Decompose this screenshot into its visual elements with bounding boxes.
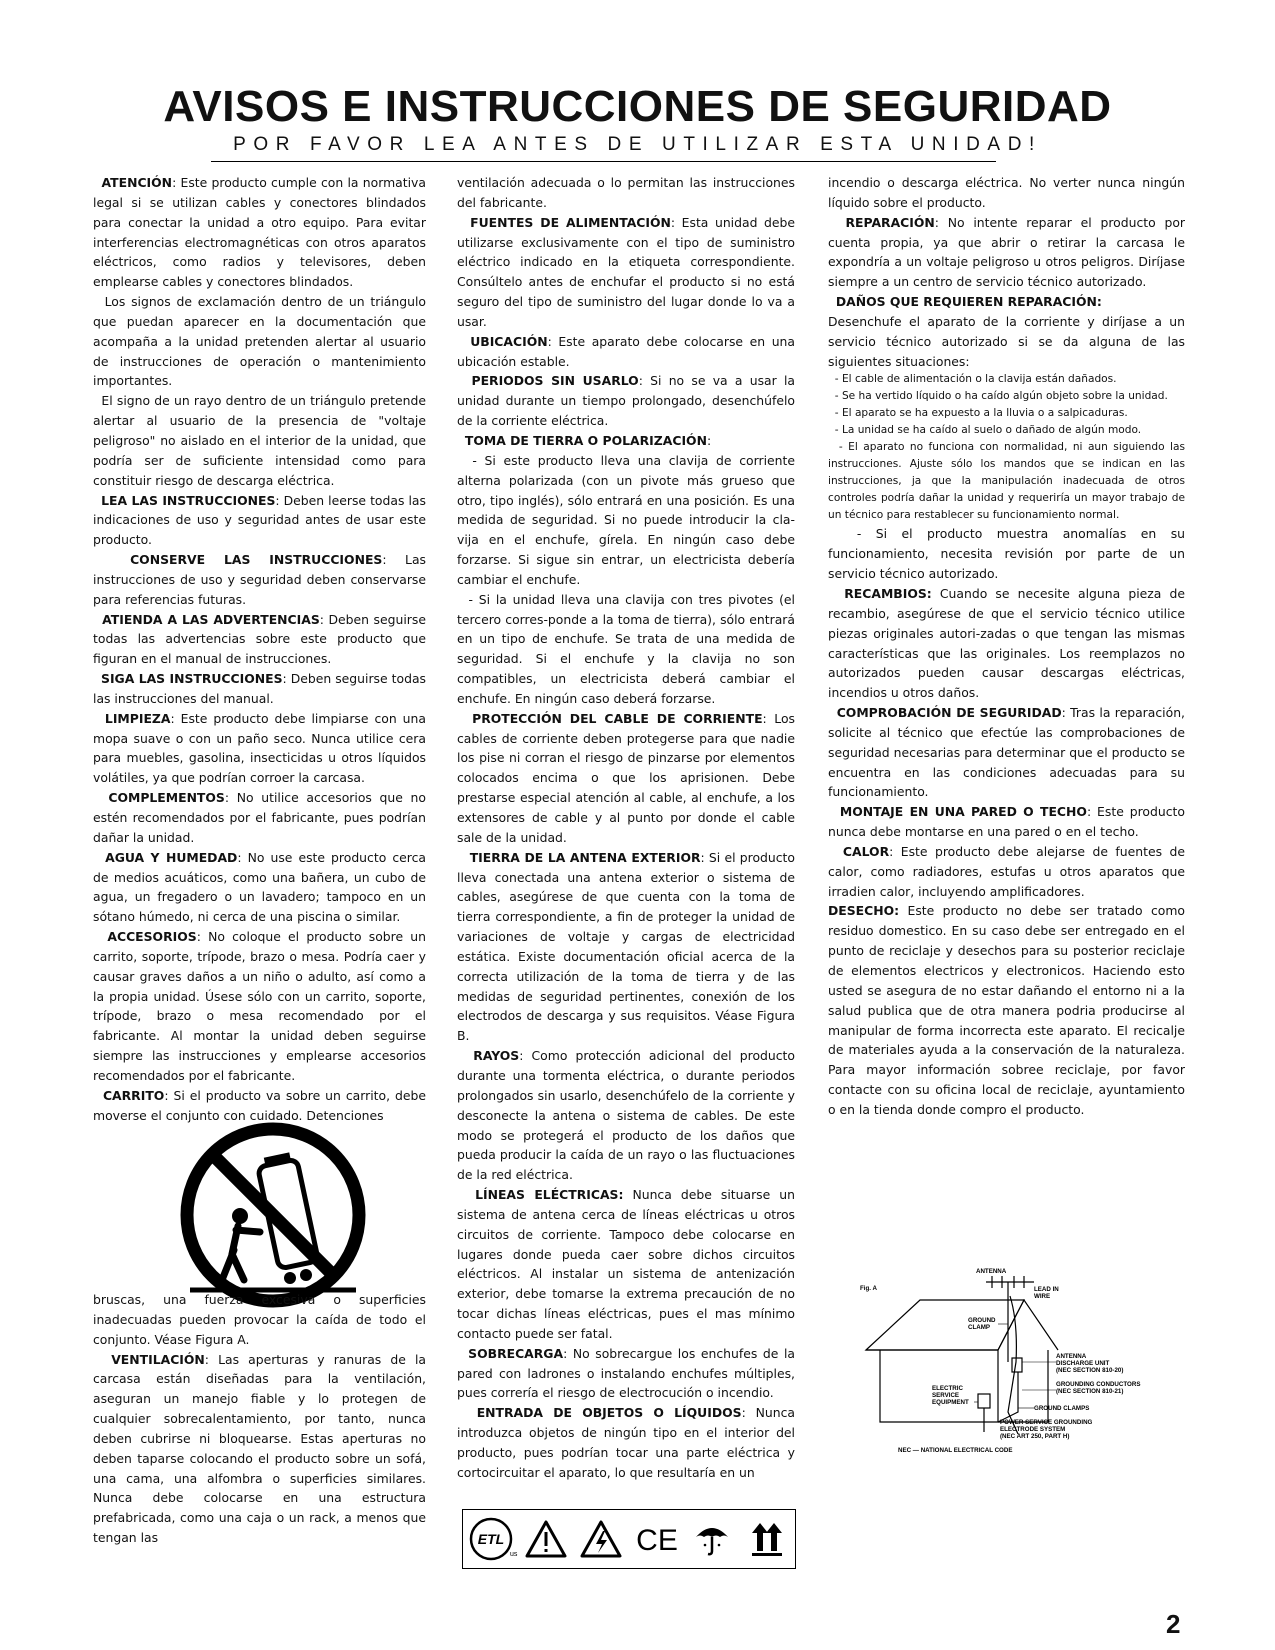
paragraph-recambios: RECAMBIOS: Cuando se necesite alguna pieza de recambio, asegúrese de que el servicio técnico utilice piezas originales autori-zadas o que tengan las mismas características que las originales. Los reemplazos no autorizados pueden causar descargas eléctricas, incendios u otros daños. <box>828 585 1185 701</box>
paragraph-toma: TOMA DE TIERRA O POLARIZACIÓN: <box>464 432 712 448</box>
heading-carrito: CARRITO <box>102 1087 165 1103</box>
heading-complementos: COMPLEMENTOS <box>108 790 225 806</box>
page-number: 2 <box>1166 1609 1181 1639</box>
paragraph-agua: AGUA Y HUMEDAD: No use este producto cerca de medios acuáticos, como una bañera, un cubo de agua, un fregadero o un lavadero; tampoco en un sótano húmedo, ni cerca de una piscina o similar. <box>93 849 426 925</box>
svg-text:SERVICE: SERVICE <box>932 1392 960 1399</box>
paragraph-rayo: El signo de un rayo dentro de un triángulo pretende alertar al usuario de la presencia de "voltaje peligroso" no aislado en el interior de la unidad, que podría ser de suficiente intensidad como para constituir riesgo de descarga eléctrica. <box>93 393 426 488</box>
paragraph-periodos: PERIODOS SIN USARLO: Si no se va a usar la unidad durante un tiempo prolongado, desenchúfelo de la corriente eléctrica. <box>457 373 795 429</box>
warning-exclamation-icon <box>523 1516 569 1562</box>
heading-toma: TOMA DE TIERRA O POLARIZACIÓN <box>464 432 707 448</box>
svg-text:(NEC SECTION 810-20): (NEC SECTION 810-20) <box>1056 1367 1124 1374</box>
list-item-danos-1: - El cable de alimentación o la clavija están dañados. <box>834 373 1117 386</box>
heading-recambios: RECAMBIOS: <box>844 585 932 601</box>
heading-rayos: RAYOS <box>473 1048 520 1064</box>
heading-atencion: ATENCIÓN <box>101 175 173 190</box>
paragraph-proteccion: PROTECCIÓN DEL CABLE DE CORRIENTE: Los cables de corriente deben protegerse para que nadie los pise ni corran el riesgo de pinzarse por elementos colocados encima o que los aprisionen. Debe prestarse especial atención al cable, al enchufe, a los extensores de cable y al punto por donde el cable sale de la unidad. <box>457 710 795 845</box>
list-item-danos-6: - Si el producto muestra anomalías en su funcionamiento, necesita revisión por parte de un servicio técnico autorizado. <box>828 526 1185 582</box>
paragraph-tierra: TIERRA DE LA ANTENA EXTERIOR: Si el producto lleva conectada una antena exterior o sistema de cables, asegúrese de que cuenta con la toma de tierra correspondiente, a fin de proteger la unidad de variaciones de voltaje y cargas de electricidad estática. Existe documentación oficial acerca de la correcta utilización de la toma de tierra y de las medidas de seguridad pertinentes, conexión de los electrodos de descarga y sus requisitos. Véase Figura B. <box>457 849 795 1044</box>
heading-proteccion: PROTECCIÓN DEL CABLE DE CORRIENTE <box>472 710 763 726</box>
svg-text:ANTENNA: ANTENNA <box>976 1268 1007 1275</box>
svg-text:CLAMP: CLAMP <box>968 1324 990 1331</box>
paragraph-fuentes: FUENTES DE ALIMENTACIÓN: Esta unidad debe utilizarse exclusivamente con el tipo de suministro eléctrico indicado en la etiqueta correspondiente. Consúltelo antes de enchufar el producto si no está seguro del tipo de suministro del lugar donde lo va a usar. <box>457 214 795 329</box>
column-3: incendio o descarga eléctrica. No verter nunca ningún líquido sobre el producto. REPARACIÓN: No intente reparar el producto por cuenta propia, ya que abrir o retirar la carcasa le expondría a un voltaje peligroso u otros peligros. Diríjase siempre a un centro de servicio técnico autorizado. DAÑOS QUE REQUIEREN REPARACIÓN: Desenchufe el aparato de la corriente y diríjase a un servicio técnico autorizado si se da alguna de las siguientes situaciones: - El cable de alimentación o la clavija están dañados. - Se ha vertido líquido o ha caído algún objeto sobre la unidad. - El aparato se ha expuesto a la lluvia o a salpicaduras. - La unidad se ha caído al suelo o dañado de algún modo. - El aparato no funciona con normalidad, ni aun siguiendo las instrucciones. Ajuste sólo los mandos que se indican en las instrucciones, ja que la manipulación inadecuada de otros controles podría dañar la unidad y requeriría un mayor trabajo de un técnico para restablecer su funcionamiento normal. - Si el producto muestra anomalías en su funcionamiento, necesita revisión por parte de un servicio técnico autorizado. RECAMBIOS: Cuando se necesite alguna pieza de recambio, asegúrese de que el servicio técnico utilice piezas originales autori-zadas o que tengan las mismas características que las originales. Los reemplazos no autorizados pueden causar descargas eléctricas, incendios u otros daños. COMPROBACIÓN DE SEGURIDAD: Tras la reparación, solicite al técnico que efectúe las comprobaciones de seguridad necesarias para determinar que el producto se encuentra en las condiciones adecuadas para su funcionamiento. MONTAJE EN UNA PARED O TECHO: Este producto nunca debe montarse en una pared o en el techo. CALOR: Este producto debe alejarse de fuentes de calor, como radiadores, estufas u otros aparatos que irradien calor, incluyendo amplificadores. DESECHO: Este producto no debe ser tratado como residuo domestico. En su caso debe ser entregado en el punto de reciclaje y desechos para su posterior reciclaje de elementos electricos y electronicos. Haciendo esto usted se asegura de no estar dañando el entorno ni a la salud publica que de otra manera podria producirse al manipular de forma incorrecta este aparato. El recicalje de materiales ayuda a la conservación de la naturaleza. Para mayor información sobree reciclaje, por favor contacte con su oficina local de reciclaje, ayuntamiento o en la tienda donde compro el producto. <box>828 173 1185 1120</box>
paragraph-entrada: ENTRADA DE OBJETOS O LÍQUIDOS: Nunca introduzca objetos de ningún tipo en el interior del producto, pues podrían tocar una parte eléctrica y cortocircuitar el aparato, lo que resultaría en un <box>457 1405 795 1480</box>
antenna-grounding-diagram <box>858 1262 1158 1457</box>
certification-icon-bar <box>462 1509 796 1569</box>
paragraph-calor: CALOR: Este producto debe alejarse de fuentes de calor, como radiadores, estufas u otros aparatos que irradien calor, incluyendo amplificadores. <box>828 843 1185 899</box>
paragraph-reparacion: REPARACIÓN: No intente reparar el producto por cuenta propia, ya que abrir o retirar la carcasa le expondría a un voltaje peligroso u otros peligros. Diríjase siempre a un centro de servicio técnico autorizado. <box>828 214 1185 290</box>
svg-text:us: us <box>509 1551 518 1558</box>
heading-ventilacion: VENTILACIÓN <box>111 1351 205 1367</box>
svg-text:ELECTRODE SYSTEM: ELECTRODE SYSTEM <box>1000 1426 1066 1433</box>
heading-accesorios: ACCESORIOS <box>107 929 197 945</box>
svg-text:ELECTRIC: ELECTRIC <box>932 1385 963 1392</box>
heading-lea: LEA LAS INSTRUCCIONES <box>101 492 276 508</box>
keep-dry-umbrella-icon <box>689 1516 735 1562</box>
svg-text:Fig. A: Fig. A <box>860 1285 877 1292</box>
paragraph-toma-1: - Si este producto lleva una clavija de corriente alterna polarizada (con un pivote más grueso que otro, tipo inglés), sólo entrará en una posición. Es una medida de seguridad. Si no puede introducir la cla-vija en el enchufe, gírela. En ningún caso debe forzarse. Si sigue sin entrar, un electricista debería cambiar el enchufe. <box>457 452 795 587</box>
heading-periodos: PERIODOS SIN USARLO <box>471 373 639 389</box>
column-1 <box>93 173 426 1126</box>
svg-text:EQUIPMENT: EQUIPMENT <box>932 1399 969 1406</box>
svg-text:POWER SERVICE GROUNDING: POWER SERVICE GROUNDING <box>1000 1419 1093 1426</box>
paragraph-ubicacion: UBICACIÓN: Este aparato debe colocarse en una ubicación estable. <box>457 333 795 369</box>
heading-reparacion: REPARACIÓN <box>845 214 935 230</box>
paragraph-siga: SIGA LAS INSTRUCCIONES: Deben seguirse todas las instrucciones del manual. <box>93 671 426 706</box>
svg-text:ETL: ETL <box>477 1531 504 1547</box>
svg-text:(NEC SECTION 810-21): (NEC SECTION 810-21) <box>1056 1388 1124 1395</box>
svg-text:GROUNDING CONDUCTORS: GROUNDING CONDUCTORS <box>1056 1381 1141 1388</box>
heading-montaje: MONTAJE EN UNA PARED O TECHO <box>839 804 1087 820</box>
svg-text:ANTENNA: ANTENNA <box>1056 1353 1087 1360</box>
page-subtitle: POR FAVOR LEA ANTES DE UTILIZAR ESTA UNIDAD! <box>233 134 1042 155</box>
heading-lineas: LÍNEAS ELÉCTRICAS: <box>475 1187 624 1203</box>
heading-limpieza: LIMPIEZA <box>104 710 171 726</box>
list-item-danos-4: - La unidad se ha caído al suelo o dañado de algún modo. <box>834 424 1142 437</box>
paragraph-desecho: DESECHO: Este producto no debe ser tratado como residuo domestico. En su caso debe ser entregado en el punto de reciclaje y desechos para su posterior reciclaje de elementos electricos y electronicos. Haciendo esto usted se asegura de no estar dañando el entorno ni a la salud publica que de otra manera podria producirse al manipular de forma incorrecta este aparato. El recicalje de materiales ayuda a la conservación de la naturaleza. Para mayor información sobree reciclaje, por favor contacte con su oficina local de reciclaje, ayuntamiento o en la tienda donde compro el producto. <box>828 903 1185 1117</box>
list-item-danos-2: - Se ha vertido líquido o ha caído algún objeto sobre la unidad. <box>834 390 1168 403</box>
paragraph-lineas: LÍNEAS ELÉCTRICAS: Nunca debe situarse un sistema de antena cerca de líneas eléctricas u otros circuitos de corriente. Tampoco debe colocarse en lugares donde pueda caer sobre dichos circuitos eléctricos. Al instalar un sistema de antenización exterior, debe tomarse la extrema precaución de no tocar dichas líneas eléctricas, pues el mas mínimo contacto puede ser fatal. <box>457 1187 795 1341</box>
cart-warning-icon <box>178 1120 368 1310</box>
paragraph-sobrecarga: SOBRECARGA: No sobrecargue los enchufes de la pared con ladrones o instalando enchufes múltiples, pues correría el riesgo de electrocución o incendio. <box>457 1345 795 1401</box>
svg-text:WIRE: WIRE <box>1034 1293 1051 1300</box>
heading-desecho: DESECHO: <box>828 903 900 919</box>
heading-ubicacion: UBICACIÓN <box>470 333 548 349</box>
heading-agua: AGUA Y HUMEDAD <box>105 849 238 865</box>
heading-siga: SIGA LAS INSTRUCCIONES <box>101 671 283 687</box>
svg-text:NEC — NATIONAL ELECTRICAL CODE: NEC — NATIONAL ELECTRICAL CODE <box>898 1447 1013 1454</box>
heading-tierra: TIERRA DE LA ANTENA EXTERIOR <box>469 849 701 865</box>
column-1-continued: bruscas, una fuerza excesiva o superficies inadecuadas pueden provocar la caída de todo el conjunto. Véase Figura A. VENTILACIÓN: Las aperturas y ranuras de la carcasa están diseñadas para la ventilación, aseguran un manejo fiable y lo protegen de cualquier sobrecalentamiento, por tanto, nunca deben cubrirse ni bloquearse. Estas aperturas no deben taparse colocando el producto sobre un sofá, una cama, una alfombra o superficies similares. Nunca debe colocarse en una estructura prefabricada, como una caja o un rack, a menos que tengan las <box>93 1290 426 1548</box>
list-item-danos-3: - El aparato se ha expuesto a la lluvia o a salpicaduras. <box>834 407 1128 420</box>
paragraph-complementos: COMPLEMENTOS: No utilice accesorios que no estén recomendados por el fabricante, pues podrían dañar la unidad. <box>93 790 426 845</box>
heading-danos: DAÑOS QUE REQUIEREN REPARACIÓN: <box>835 294 1102 310</box>
paragraph-comprobacion: COMPROBACIÓN DE SEGURIDAD: Tras la reparación, solicite al técnico que efectúe las comprobaciones de seguridad necesarias para determinar que el producto se encuentra en las condiciones adecuadas para su funcionamiento. <box>828 705 1185 800</box>
heading-atienda: ATIENDA A LAS ADVERTENCIAS <box>102 611 320 627</box>
paragraph-danos: DAÑOS QUE REQUIEREN REPARACIÓN: Desenchufe el aparato de la corriente y diríjase a un servicio técnico autorizado si se da alguna de las siguientes situaciones: <box>828 294 1185 369</box>
list-item-danos-5: - El aparato no funciona con normalidad, ni aun siguiendo las instrucciones. Ajuste sólo los mandos que se indican en las instrucciones, ja que la manipulación inadecuada de otros controles podría dañar la unidad y requeriría un mayor trabajo de un técnico para restablecer su funcionamiento normal. <box>828 441 1185 522</box>
paragraph-ventilacion: VENTILACIÓN: Las aperturas y ranuras de la carcasa están diseñadas para la ventilación, aseguran un manejo fiable y lo protegen de cualquier sobrecalentamiento, por tanto, nunca deben cubrirse ni bloquearse. Estas aperturas no deben taparse colocando el producto sobre un sofá, una cama, una alfombra o superficies similares. Nunca debe colocarse en una estructura prefabricada, como una caja o un rack, a menos que tengan las <box>93 1351 426 1546</box>
paragraph-carrito: CARRITO: Si el producto va sobre un carrito, debe moverse el conjunto con cuidado. Detenciones <box>93 1087 426 1123</box>
paragraph-montaje: MONTAJE EN UNA PARED O TECHO: Este producto nunca debe montarse en una pared o en el techo. <box>828 804 1185 840</box>
paragraph-accesorios: ACCESORIOS: No coloque el producto sobre un carrito, soporte, trípode, brazo o mesa. Podría caer y causar graves daños a un niño o adulto, así como a la propia unidad. Úsese sólo con un carrito, soporte, trípode, brazo o mesa recomendado por el fabricante. Al montar la unidad deben seguirse siempre las instrucciones y emplearse accesorios recomendados por el fabricante. <box>93 929 426 1083</box>
heading-conserve: CONSERVE LAS INSTRUCCIONES <box>130 552 383 568</box>
svg-text:CE: CE <box>635 1524 678 1557</box>
paragraph-conserve: CONSERVE LAS INSTRUCCIONES: Las instrucciones de uso y seguridad deben conservarse para referencias futuras. <box>93 552 426 607</box>
paragraph-lea: LEA LAS INSTRUCCIONES: Deben leerse todas las indicaciones de uso y seguridad antes de usar este producto. <box>93 492 426 548</box>
paragraph-rayos: RAYOS: Como protección adicional del producto durante una tormenta eléctrica, o durante periodos prolongados sin usarlo, desenchúfelo de la corriente y desconecte la antena o sistema de cables. De este modo se protegerá el producto de los daños que pueda producir la caída de un rayo o las fluctuaciones de la red eléctrica. <box>457 1048 795 1183</box>
paragraph-atienda: ATIENDA A LAS ADVERTENCIAS: Deben seguirse todas las advertencias sobre este producto que figuran en el manual de instrucciones. <box>93 611 426 667</box>
heading-entrada: ENTRADA DE OBJETOS O LÍQUIDOS <box>476 1405 742 1421</box>
heading-calor: CALOR <box>842 843 890 859</box>
title-rule <box>211 161 996 162</box>
heading-comprobacion: COMPROBACIÓN DE SEGURIDAD <box>836 705 1062 721</box>
ce-mark-icon <box>634 1516 680 1562</box>
paragraph-toma-2: - Si la unidad lleva una clavija con tres pivotes (el tercero corres-ponde a la toma de tierra), sólo entrará en un tipo de enchufe. Se trata de una medida de seguridad. Si el enchufe y la clavija no son compatibles, un electricista deberá cambiar el enchufe. En ningún caso deberá forzarse. <box>457 591 795 706</box>
warning-lightning-icon <box>578 1516 624 1562</box>
etl-listed-icon <box>468 1516 518 1562</box>
paragraph-exclamacion: Los signos de exclamación dentro de un triángulo que puedan aparecer en la documentación que acompaña a la unidad pretenden alertar al usuario de instrucciones de operación o mantenimiento importantes. <box>93 294 426 389</box>
svg-text:DISCHARGE UNIT: DISCHARGE UNIT <box>1056 1360 1110 1367</box>
heading-fuentes: FUENTES DE ALIMENTACIÓN <box>470 214 671 230</box>
heading-sobrecarga: SOBRECARGA <box>468 1345 564 1361</box>
svg-text:LEAD IN: LEAD IN <box>1034 1286 1059 1293</box>
paragraph-limpieza: LIMPIEZA: Este producto debe limpiarse con una mopa suave o con un paño seco. Nunca utilice cera para muebles, gasolina, insecticidas u otros líquidos volátiles, ya que podrían corroer la carcasa. <box>93 710 426 786</box>
paragraph-atencion: ATENCIÓN: Este producto cumple con la normativa legal si se utilizan cables y conectores blindados para conectar la unidad a otro equipo. Para evitar interferencias electromagnéticas con otros aparatos eléctricos, como radios y televisores, deben emplearse cables y conectores blindados. <box>93 175 426 290</box>
page-title: AVISOS E INSTRUCCIONES DE SEGURIDAD <box>163 82 1112 131</box>
svg-text:GROUND: GROUND <box>968 1317 996 1324</box>
svg-text:GROUND CLAMPS: GROUND CLAMPS <box>1034 1405 1090 1412</box>
column-2: ventilación adecuada o lo permitan las instrucciones del fabricante. FUENTES DE ALIMENTACIÓN: Esta unidad debe utilizarse exclusivamente con el tipo de suministro eléctrico indicado en la etiqueta correspondiente. Consúltelo antes de enchufar el producto si no está seguro del tipo de suministro del lugar donde lo va a usar. UBICACIÓN: Este aparato debe colocarse en una ubicación estable. PERIODOS SIN USARLO: Si no se va a usar la unidad durante un tiempo prolongado, desenchúfelo de la corriente eléctrica. TOMA DE TIERRA O POLARIZACIÓN: - Si este producto lleva una clavija de corriente alterna polarizada (con un pivote más grueso que otro, tipo inglés), sólo entrará en una posición. Es una medida de seguridad. Si no puede introducir la cla-vija en el enchufe, gírela. En ningún caso debe forzarse. Si sigue sin entrar, un electricista debería cambiar el enchufe. - Si la unidad lleva una clavija con tres pivotes (el tercero corres-ponde a la toma de tierra), sólo entrará en un tipo de enchufe. Se trata de una medida de seguridad. Si el enchufe y la clavija no son compatibles, un electricista deberá cambiar el enchufe. En ningún caso deberá forzarse. PROTECCIÓN DEL CABLE DE CORRIENTE: Los cables de corriente deben protegerse para que nadie los pise ni corran el riesgo de pinzarse por elementos colocados encima o que los aprisionen. Debe prestarse especial atención al cable, al enchufe, a los extensores de cable y al punto por donde el cable sale de la unidad. TIERRA DE LA ANTENA EXTERIOR: Si el producto lleva conectada una antena exterior o sistema de cables, asegúrese de que cuenta con la toma de tierra correspondiente, a fin de proteger la unidad de variaciones de voltaje y cargas de electricidad estática. Existe documentación oficial acerca de la correcta utilización de la toma de tierra y de las medidas de seguridad pertinentes, conexión de los electrodos de descarga y sus requisitos. Véase Figura B. RAYOS: Como protección adicional del producto durante una tormenta eléctrica, o durante periodos prolongados sin usarlo, desenchúfelo de la corriente y desconecte la antena o sistema de cables. De este modo se protegerá el producto de los daños que pueda producir la caída de un rayo o las fluctuaciones de la red eléctrica. LÍNEAS ELÉCTRICAS: Nunca debe situarse un sistema de antena cerca de líneas eléctricas u otros circuitos de corriente. Tampoco debe colocarse en lugares donde pueda caer sobre dichos circuitos eléctricos. Al instalar un sistema de antenización exterior, debe tomarse la extrema precaución de no tocar dichas líneas eléctricas, pues el mas mínimo contacto puede ser fatal. SOBRECARGA: No sobrecargue los enchufes de la pared con ladrones o instalando enchufes múltiples, pues correría el riesgo de electrocución o incendio. ENTRADA DE OBJETOS O LÍQUIDOS: Nunca introduzca objetos de ningún tipo en el interior del producto, pues podrían tocar una parte eléctrica y cortocircuitar el aparato, lo que resultaría en un <box>457 173 795 1483</box>
svg-text:(NEC ART 250, PART H): (NEC ART 250, PART H) <box>1000 1433 1070 1440</box>
this-side-up-icon <box>744 1516 790 1562</box>
